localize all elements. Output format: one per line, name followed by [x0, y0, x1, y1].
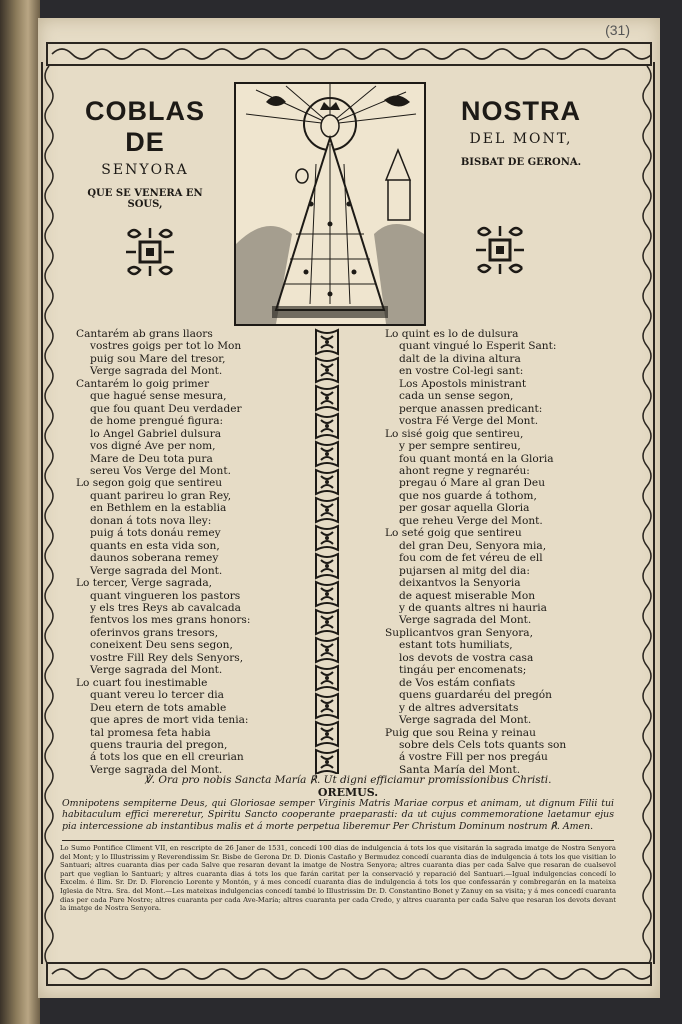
book-spine [0, 0, 40, 1024]
verse-line: y per sempre sentireu, [399, 440, 521, 453]
verse-line: Lo quint es lo de dulsura [385, 328, 519, 340]
versicle-line: ℣. Ora pro nobis Sancta María ℟. Ut digni efficiamur promissionibus Christi. [144, 774, 552, 786]
column-divider-ornament [312, 328, 342, 774]
verse-line: quant parireu lo gran Rey, [90, 489, 232, 502]
title-senyora: SENYORA [101, 162, 189, 178]
verse-line: vostra Fé Verge del Mont. [399, 415, 539, 428]
verse-line: estant tots humiliats, [399, 639, 513, 652]
verse-line: quant vingueren los pastors [90, 589, 241, 602]
right-ornamental-border [638, 62, 656, 964]
verse-line: quant vereu lo tercer dia [90, 689, 224, 702]
title-venera: QUE SE VENERA EN SOUS, [87, 188, 203, 210]
verse-line: Lo seté goig que sentireu [385, 527, 522, 540]
fleuron-ornament-right-icon [472, 222, 528, 278]
verse-line: cada un sense segon, [399, 390, 514, 403]
verse-line: fentvos los mes grans honors: [90, 614, 251, 627]
verse-line: á tots los que en ell creurian [90, 751, 244, 764]
verse-line: pujarsen al mitg del dia: [399, 564, 530, 577]
verse-line: Verge sagrada del Mont. [90, 664, 223, 677]
verse-line: deixantvos la Senyoria [399, 577, 521, 590]
verse-line: quens trauria del pregon, [90, 738, 228, 751]
verse-line: que hagué sense mesura, [90, 390, 227, 403]
verse-line: y de quants altres ni hauria [399, 601, 547, 614]
verse-line: á vostre Fill per nos pregáu [399, 751, 548, 764]
verse-line: que fou quant Deu verdader [90, 402, 242, 415]
poem-left-column [76, 328, 326, 776]
verse-line: tingáu per encomenats; [399, 664, 527, 677]
verse-line: oferinvos grans tresors, [90, 626, 219, 639]
bottom-ornamental-border [46, 962, 652, 986]
verse-line: coneixent Deu sens segon, [90, 639, 233, 652]
verse-line: que apres de mort vida tenia: [90, 714, 249, 727]
verse-line: en vostre Col-legi sant: [399, 365, 524, 378]
verse-line: donan á tots nova lley: [90, 514, 212, 527]
oremus-heading: OREMUS. [317, 786, 379, 799]
verse-line: Verge sagrada del Mont. [399, 614, 532, 627]
title-nostra: NOSTRA [461, 96, 581, 126]
verse-line: Lo segon goig que sentireu [76, 477, 223, 490]
verse-line: Deu etern de tots amable [90, 701, 227, 714]
verse-line: de Vos estám confiats [399, 676, 516, 689]
verse-line: vos digné Ave per nom, [90, 440, 216, 453]
verse-line: per gosar aquella Gloria [399, 502, 530, 515]
verse-line: del gran Deu, Senyora mia, [399, 539, 547, 552]
pencil-folio-note: (31) [605, 22, 630, 38]
title-bisbat: BISBAT DE GERONA. [460, 157, 582, 168]
verse-line: vostres goigs per tot lo Mon [90, 340, 242, 353]
verse-line: y els tres Reys ab cavalcada [90, 601, 241, 614]
verse-line: pregau ó Mare al gran Deu [399, 477, 546, 490]
verse-line: puig á tots donáu remey [90, 527, 221, 540]
title-right-block [426, 96, 616, 168]
title-left-block [70, 96, 220, 210]
verse-line: perque anassen predicant: [399, 402, 543, 415]
verse-line: vostre Fill Rey dels Senyors, [90, 651, 244, 664]
verse-line: Verge sagrada del Mont. [90, 365, 223, 378]
verse-line: Lo tercer, Verge sagrada, [76, 577, 213, 590]
title-coblas: COBLAS DE [85, 96, 205, 157]
top-ornamental-border [46, 42, 652, 66]
verse-line: sereu Vos Verge del Mont. [90, 464, 231, 477]
fleuron-ornament-left-icon [122, 224, 178, 280]
verse-line: Cantarém ab grans llaors [76, 328, 213, 340]
verse-line: Los Apostols ministrant [399, 377, 527, 390]
verse-line: sobre dels Cels tots quants son [399, 738, 567, 751]
latin-prayer: Omnipotens sempiterne Deus, qui Gloriosae semper Virginis Matris Mariae corpus et animam, ut dignum Filii tui habitaculum effici mereretur, Spiritu Sancto cooperante praeparasti: da ut cujus commemoratione laetamur ejus pia intercessione ab instantibus malis et á morte perpetua liberemur Per Christum Dominum nostrum ℟. Amen. [62, 798, 614, 832]
verse-line: Verge sagrada del Mont. [399, 714, 532, 727]
verse-line: Lo sisé goig que sentireu, [385, 427, 524, 440]
verse-line: de aquest miserable Mon [399, 589, 536, 602]
verse-line: fou quant montá en la Gloria [399, 452, 554, 465]
verse-line: Mare de Deu tota pura [90, 452, 213, 465]
verse-line: Puig que sou Reina y reinau [385, 726, 536, 739]
verse-line: lo Angel Gabriel dulsura [90, 427, 222, 440]
section-divider-rule [62, 840, 614, 841]
verse-line: quants en esta vida son, [90, 539, 220, 552]
verse-line: fou com de fet véreu de ell [399, 552, 543, 565]
verse-line: ahont regne y regnaréu: [399, 464, 530, 477]
title-del-mont: DEL MONT, [469, 131, 573, 147]
indulgence-notice: Lo Sumo Pontifice Climent VII, en rescripte de 26 Janer de 1531, concedí 100 dias de indulgencia á tots los que visitarán la sagrada imatge de Nostra Senyora del Mont; y lo Illustrissim y Reverendissim Sr. Bisbe de Gerona Dr. D. Dionis Castaño y Bermudez concedí cuaranta dias de indulgencia á tots los que visitian lo Santuari; altres cuaranta dias per cada Salve que resaran devant la imatge de Nostra Senyora; altres cuaranta dias per cada Salve que resaran de cualsevol part que veglian lo Santuari; y altres cuaranta dias á tots los que farán caritat per la conservació y reparació del Santuari.—Igual indulgencias concedí lo Excelm. é Ilim. Sr. Dr. D. Florencio Lorente y Montón, y á mes concedí cuaranta dias de indulgencia á tots los que confessarán y combregarán en la mateixa Iglesia de Ntra. Sra. del Mont.—Les mateixas indulgencias concedí també lo Illustrissim Dr. D. Constantino Bonet y Zanuy en sa visita; y á mes concedí cuaranta dias per cada Pare Nostre; altres cuaranta per cada Ave-María; altres cuaranta per cada Credo, y altres cuaranta per cada Salve que resaran los devots devant la imatge de Nostra Senyora. [60, 844, 616, 913]
virgin-woodcut-illustration [234, 82, 426, 326]
verse-line: que reheu Verge del Mont. [399, 514, 543, 527]
verse-line: Verge sagrada del Mont. [90, 564, 223, 577]
verse-line: Santa María del Mont. [399, 763, 521, 776]
broadside-page [38, 18, 660, 998]
verse-line: quant vingué lo Esperit Sant: [399, 340, 557, 353]
verse-line: daunos soberana remey [90, 552, 219, 565]
verse-line: de home prengué figura: [90, 415, 224, 428]
left-ornamental-border [40, 62, 58, 964]
verse-line: dalt de la divina altura [399, 352, 521, 365]
verse-line: quens guardaréu del pregón [399, 689, 553, 702]
poem-right-column [385, 328, 625, 776]
verse-line: Suplicantvos gran Senyora, [385, 626, 533, 639]
verse-line: y de altres adversitats [399, 701, 519, 714]
verse-line: tal promesa feta habia [90, 726, 211, 739]
verse-line: Verge sagrada del Mont. [90, 763, 223, 776]
verse-line: que nos guarde á tothom, [399, 489, 537, 502]
verse-line: Cantarém lo goig primer [76, 377, 210, 390]
verse-line: puig sou Mare del tresor, [90, 352, 226, 365]
verse-line: Lo cuart fou inestimable [76, 676, 208, 689]
verse-line: los devots de vostra casa [399, 651, 534, 664]
verse-line: en Bethlem en la establia [90, 502, 227, 515]
